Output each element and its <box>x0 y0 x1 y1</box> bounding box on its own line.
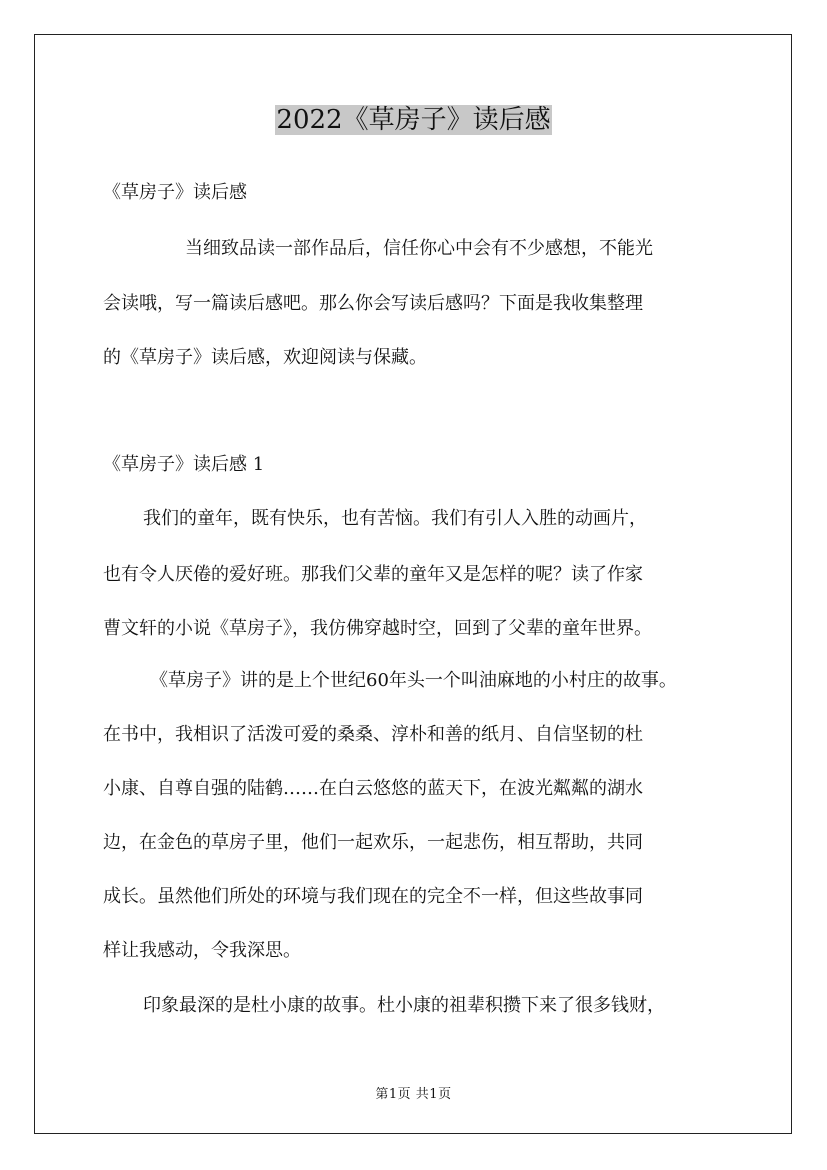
paragraph-line: 曹文轩的小说《草房子》，我仿佛穿越时空，回到了父辈的童年世界。 <box>103 618 652 639</box>
paragraph-line: 也有令人厌倦的爱好班。那我们父辈的童年又是怎样的呢？读了作家 <box>103 564 643 585</box>
section-heading: 《草房子》读后感 1 <box>103 454 265 475</box>
document-title-wrap <box>0 100 827 140</box>
paragraph-line: 小康、自尊自强的陆鹤……在白云悠悠的蓝天下，在波光粼粼的湖水 <box>103 778 643 799</box>
paragraph-line: 边，在金色的草房子里，他们一起欢乐，一起悲伤，相互帮助，共同 <box>103 832 643 853</box>
intro-line: 会读哦，写一篇读后感吧。那么你会写读后感吗？下面是我收集整理 <box>103 293 643 314</box>
intro-line: 的《草房子》读后感，欢迎阅读与保藏。 <box>103 347 427 368</box>
paragraph-line: 《草房子》讲的是上个世纪60年头一个叫油麻地的小村庄的故事。 <box>150 670 677 691</box>
paragraph-line: 印象最深的是杜小康的故事。杜小康的祖辈积攒下来了很多钱财， <box>143 995 665 1016</box>
paragraph-line: 样让我感动，令我深思。 <box>103 940 301 961</box>
intro-line: 当细致品读一部作品后，信任你心中会有不少感想，不能光 <box>185 238 653 259</box>
page-footer: 第1页 共1页 <box>375 1087 452 1102</box>
paragraph-line: 成长。虽然他们所处的环境与我们现在的完全不一样，但这些故事同 <box>103 886 643 907</box>
intro-heading: 《草房子》读后感 <box>103 182 247 203</box>
paragraph-line: 我们的童年，既有快乐，也有苦恼。我们有引人入胜的动画片， <box>143 508 647 529</box>
paragraph-line: 在书中，我相识了活泼可爱的桑桑、淳朴和善的纸月、自信坚韧的杜 <box>103 724 643 745</box>
document-title: 2022《草房子》读后感 <box>276 105 551 135</box>
